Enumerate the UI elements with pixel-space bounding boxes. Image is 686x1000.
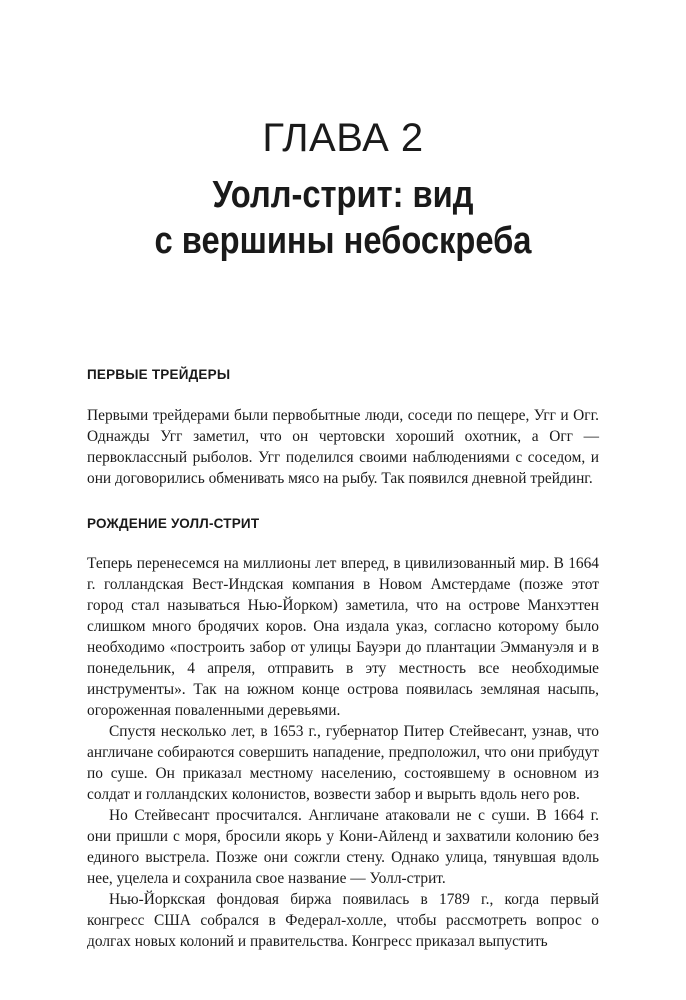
chapter-label: ГЛАВА 2 <box>262 116 424 160</box>
section-heading-first-traders: ПЕРВЫЕ ТРЕЙДЕРЫ <box>87 367 231 382</box>
section-heading-birth-of-wall-street: РОЖДЕНИЕ УОЛЛ-СТРИТ <box>87 516 260 531</box>
paragraph: Первыми трейдерами были первобытные люди, соседи по пещере, Угг и Огг. Однажды Угг заметил, что он чертовски хороший охотник, а Огг — первоклассный рыболов. Угг поделился своими наблюдениями с соседом, и они договорились обменивать мясо на рыбу. Так появился дневной трейдинг. <box>87 407 599 487</box>
paragraph: Нью-Йоркская фондовая биржа появилась в 1789 г., когда первый конгресс США собрался в Федерал-холле, чтобы рассмотреть вопрос о долгах новых колоний и правительства. Конгресс приказал выпустить <box>87 891 599 950</box>
section-body-first-traders <box>87 405 599 489</box>
paragraph: Спустя несколько лет, в 1653 г., губернатор Питер Стейвесант, узнав, что англичане собираются совершить нападение, предположил, что они прибудут по суше. Он приказал местному населению, состоявшему в основном из солдат и голландских колонистов, возвести забор и вырыть вдоль него ров. <box>87 723 599 803</box>
section-body-birth-of-wall-street <box>87 553 599 952</box>
chapter-title <box>123 172 563 264</box>
chapter-title-line-1: Уолл-стрит: вид <box>212 174 474 216</box>
paragraph: Теперь перенесемся на миллионы лет вперед, в цивилизованный мир. В 1664 г. голландская Вест-Индская компания в Новом Амстердаме (позже этот город стал называться Нью-Йорком) заметила, что на острове Манхэттен слишком много бродячих коров. Она издала указ, согласно которому было необходимо «построить забор от улицы Бауэри до плантации Эммануэля и в понедельник, 4 апреля, отправить в эту местность все необходимые инструменты». Так на южном конце острова появилась земляная насыпь, огороженная поваленными деревьями. <box>87 555 599 719</box>
chapter-title-line-2: с вершины небоскреба <box>154 220 532 262</box>
paragraph: Но Стейвесант просчитался. Англичане атаковали не с суши. В 1664 г. они пришли с моря, бросили якорь у Кони-Айленд и захватили колонию без единого выстрела. Позже они сожгли стену. Однако улица, тянувшая вдоль нее, уцелела и сохранила свое название — Уолл-стрит. <box>87 807 599 887</box>
